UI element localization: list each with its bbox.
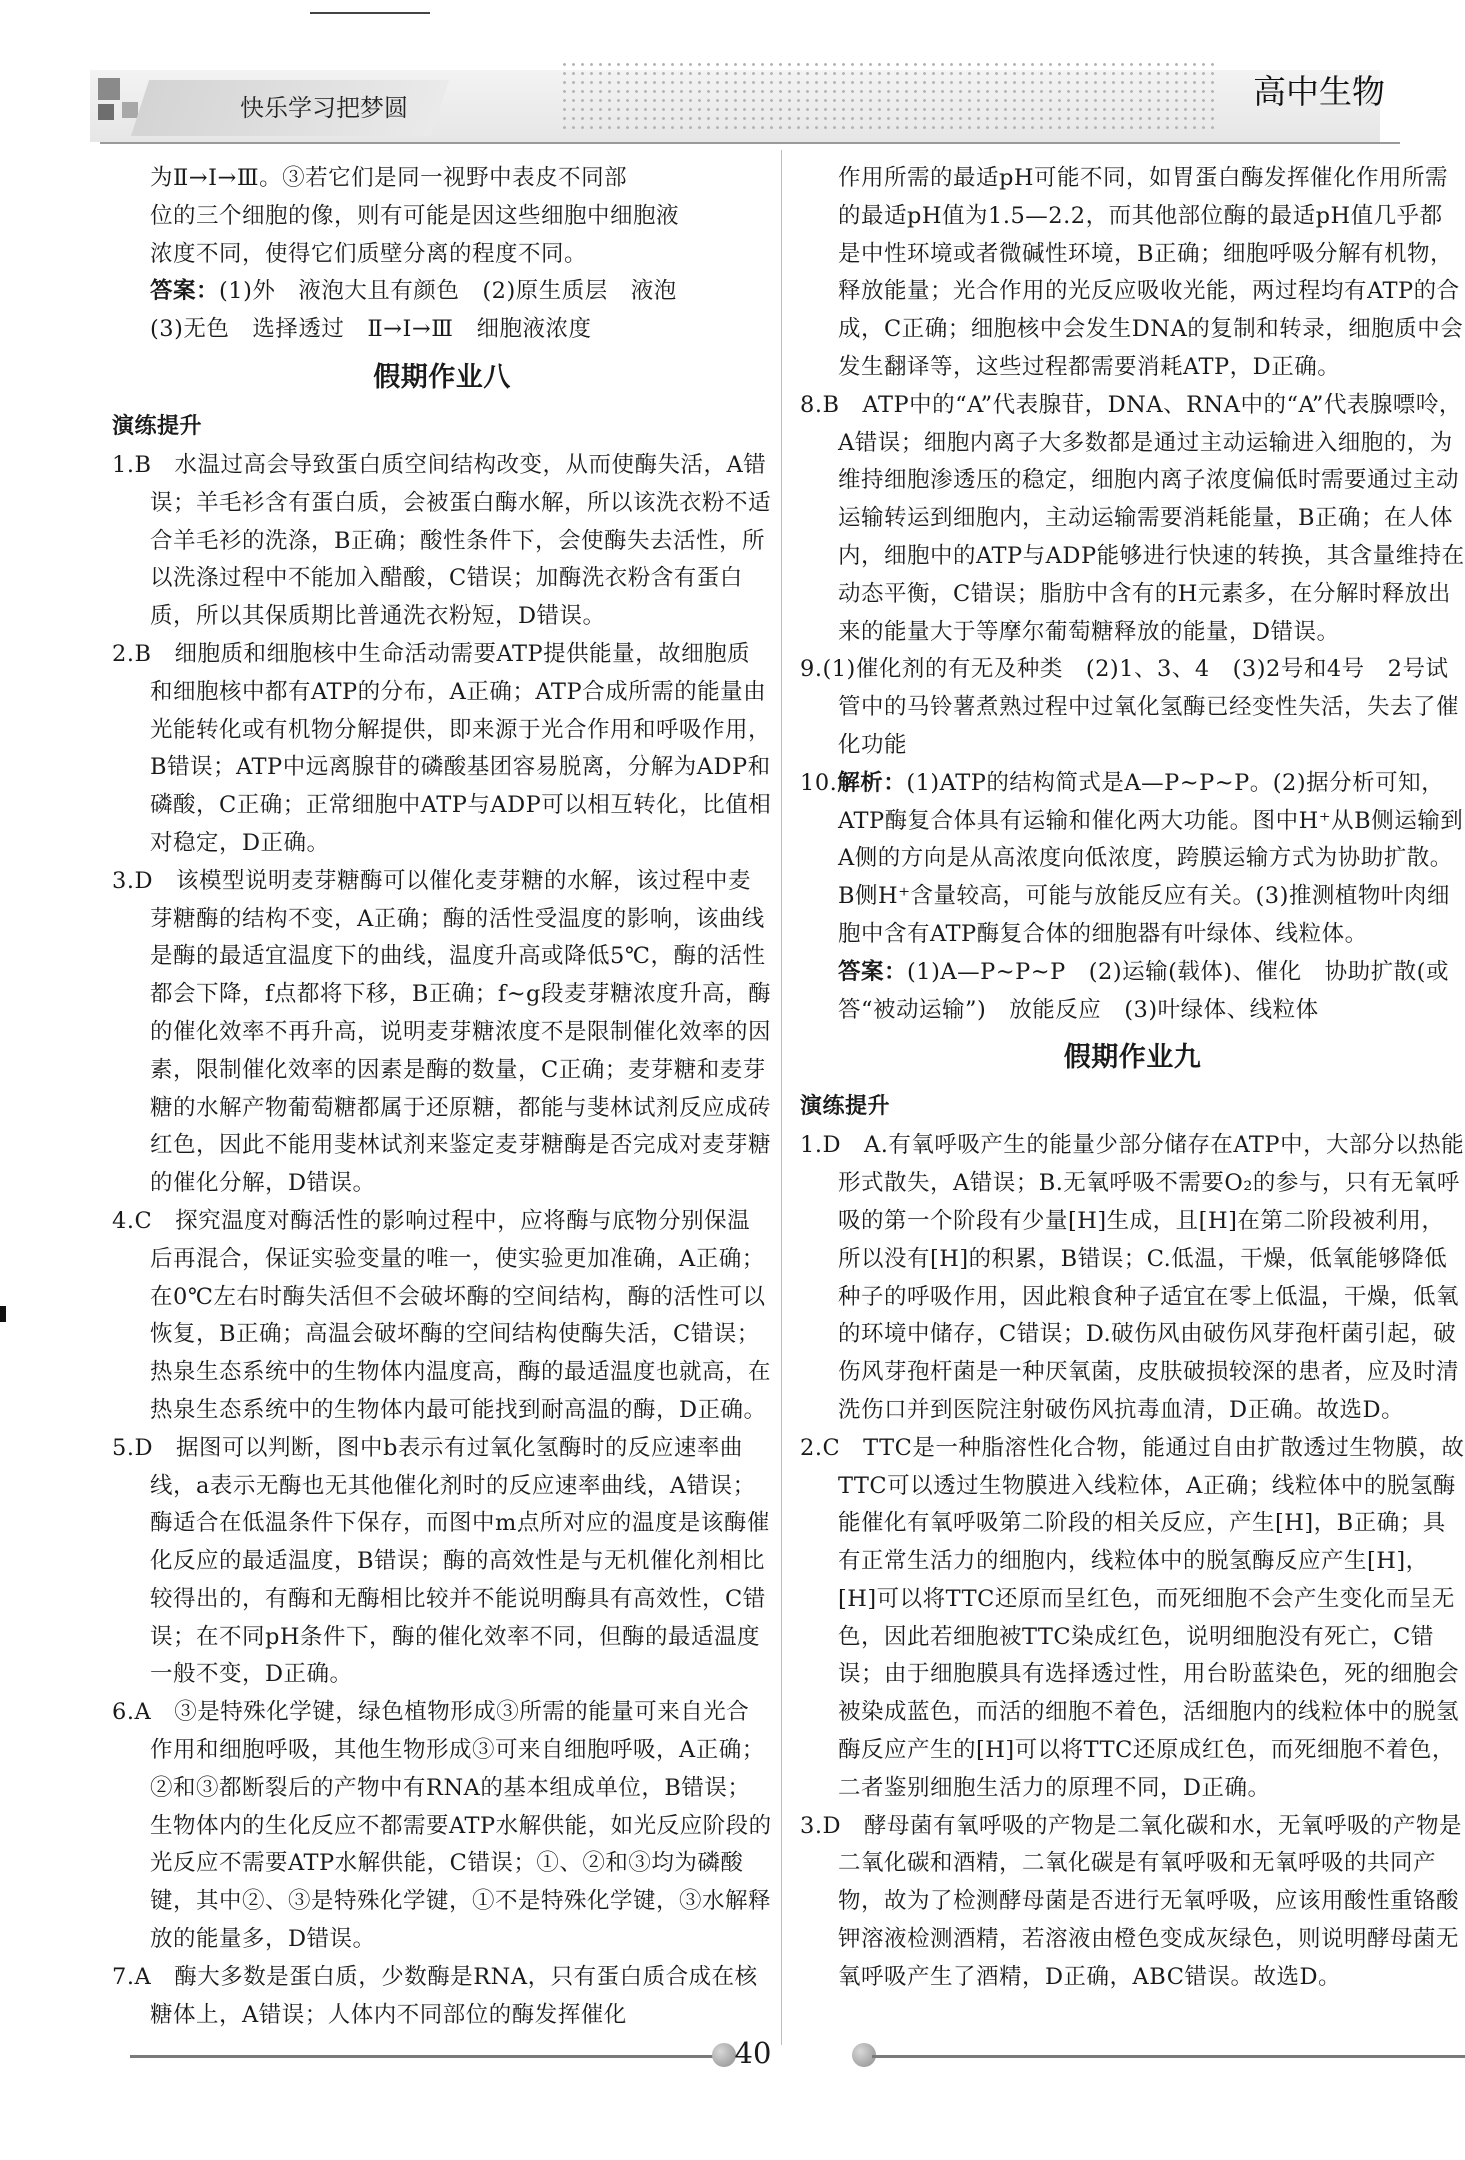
answer-item: 1.D A.有氧呼吸产生的能量少部分储存在ATP中，大部分以热能形式散失，A错误；B.无氧呼吸不需要O₂的参与，只有无氧呼吸的第一个阶段有少量[H]生成，且[H]在第二阶段被利用，所以没有[H]的积累，B错误；C.低温，干燥，低氧能够降低种子的呼吸作用，因此粮食种子适宜在零上低温，干燥，低氧的环境中储存，C错误；D.破伤风由破伤风芽孢杆菌引起，破伤风芽孢杆菌是一种厌氧菌，皮肤破损较深的患者，应及时清洗伤口并到医院注射破伤风抗毒血清，D正确。故选D。 <box>800 1132 1465 1423</box>
header-left-label: 快乐学习把梦圆 <box>240 94 408 122</box>
column-divider <box>781 150 782 2045</box>
answer-item: 9.(1)催化剂的有无及种类 (2)1、3、4 (3)2号和4号 2号试管中的马铃薯煮熟过程中过氧化氢酶已经变性失活，失去了催化功能 <box>800 656 1460 758</box>
header-dot-pattern <box>560 60 1220 130</box>
header-subject-label: 高中生物 <box>1253 72 1385 111</box>
left-column <box>112 160 772 2034</box>
analysis-label: 解析： <box>837 769 907 796</box>
continued-text-line: 浓度不同，使得它们质壁分离的程度不同。 <box>150 240 588 267</box>
answer-item: 4.C 探究温度对酶活性的影响过程中，应将酶与底物分别保温后再混合，保证实验变量的唯一，使实验更加准确，A正确；在0℃左右时酶失活但不会破坏酶的空间结构，酶的活性可以恢复，B正确；高温会破坏酶的空间结构使酶失活，C错误；热泉生态系统中的生物体内温度高，酶的最适温度也就高，在热泉生态系统中的生物体内最可能找到耐高温的酶，D正确。 <box>112 1207 772 1423</box>
answer-item-10 <box>800 765 1465 954</box>
header-rule <box>100 142 1400 144</box>
header-square-decoration <box>98 78 120 100</box>
answer-item: 5.D 据图可以判断，图中b表示有过氧化氢酶时的反应速率曲线，a表示无酶也无其他催化剂时的反应速率曲线，A错误；酶适合在低温条件下保存，而图中m点所对应的温度是该酶催化反应的最适温度，B错误；酶的高效性是与无机催化剂相比较得出的，有酶和无酶相比较并不能说明酶具有高效性，C错误；在不同pH条件下，酶的催化效率不同，但酶的最适温度一般不变，D正确。 <box>112 1434 770 1688</box>
continued-text: 作用所需的最适pH可能不同，如胃蛋白酶发挥催化作用所需的最适pH值为1.5—2.2，而其他部位酶的最适pH值几乎都是中性环境或者微碱性环境，B正确；细胞呼吸分解有机物，释放能量；光合作用的光反应吸收光能，两过程均有ATP的合成，C正确；细胞核中会发生DNA的复制和转录，细胞质中会发生翻译等，这些过程都需要消耗ATP，D正确。 <box>838 165 1464 380</box>
answer-line <box>112 273 772 311</box>
subsection-title: 演练提升 <box>112 413 203 439</box>
answer-item: 2.B 细胞质和细胞核中生命活动需要ATP提供能量，故细胞质和细胞核中都有ATP的分布，A正确；ATP合成所需的能量由光能转化或有机物分解提供，即来源于光合作用和呼吸作用，B错误；ATP中远离腺苷的磷酸基团容易脱离，分解为ADP和磷酸，C正确；正常细胞中ATP与ADP可以相互转化，比值相对稳定，D正确。 <box>112 640 772 856</box>
answer-item: 7.A 酶大多数是蛋白质，少数酶是RNA，只有蛋白质合成在核糖体上，A错误；人体内不同部位的酶发挥催化 <box>112 1963 758 2028</box>
continued-text-line: 为Ⅱ→Ⅰ→Ⅲ。③若它们是同一视野中表皮不同部 <box>150 165 628 191</box>
header-square-decoration <box>122 102 138 118</box>
answer-text: (1)A—P~P~P (2)运输(载体)、催化 协助扩散(或答“被动运输”) 放能反应 (3)叶绿体、线粒体 <box>838 958 1449 1023</box>
analysis-text: (1)ATP的结构简式是A—P~P~P。(2)据分析可知，ATP酶复合体具有运输和催化两大功能。图中H⁺从B侧运输到A侧的方向是从高浓度向低浓度，跨膜运输方式为协助扩散。B侧H⁺含量较高，可能与放能反应有关。(3)推测植物叶肉细胞中含有ATP酶复合体的细胞器有叶绿体、线粒体。 <box>838 769 1464 947</box>
right-column <box>800 160 1465 1997</box>
footer-rule-right <box>872 2055 1465 2058</box>
answer-item: 3.D 酵母菌有氧呼吸的产物是二氧化碳和水，无氧呼吸的产物是二氧化碳和酒精，二氧化碳是有氧呼吸和无氧呼吸的共同产物，故为了检测酵母菌是否进行无氧呼吸，应该用酸性重铬酸钾溶液检测酒精，若溶液由橙色变成灰绿色，则说明酵母菌无氧呼吸产生了酒精，D正确，ABC错误。故选D。 <box>800 1812 1463 1990</box>
answer-item: 3.D 该模型说明麦芽糖酶可以催化麦芽糖的水解，该过程中麦芽糖酶的结构不变，A正确；酶的活性受温度的影响，该曲线是酶的最适宜温度下的曲线，温度升高或降低5℃，酶的活性都会下降，f点都将下移，B正确；f~g段麦芽糖浓度升高，酶的催化效率不再升高，说明麦芽糖浓度不是限制催化效率的因素，限制催化效率的因素是酶的数量，C正确；麦芽糖和麦芽糖的水解产物葡萄糖都属于还原糖，都能与斐林试剂反应成砖红色，因此不能用斐林试剂来鉴定麦芽糖酶是否完成对麦芽糖的催化分解，D错误。 <box>112 867 772 1197</box>
header-square-decoration <box>98 104 114 120</box>
answer-label: 答案： <box>838 958 908 985</box>
subsection-title: 演练提升 <box>800 1094 891 1120</box>
footer-rule-left <box>130 2055 715 2058</box>
answer-item: 2.C TTC是一种脂溶性化合物，能通过自由扩散透过生物膜，故TTC可以透过生物膜进入线粒体，A正确；线粒体中的脱氢酶能催化有氧呼吸第二阶段的相关反应，产生[H]，B正确；具有正常生活力的细胞内，线粒体中的脱氢酶反应产生[H]，[H]可以将TTC还原而呈红色，而死细胞不会产生变化而呈无色，因此若细胞被TTC染成红色，说明细胞没有死亡，C错误；由于细胞膜具有选择透过性，用台盼蓝染色，死的细胞会被染成蓝色，而活的细胞不着色，活细胞内的线粒体中的脱氢酶反应产生的[H]可以将TTC还原成红色，而死细胞不着色，二者鉴别细胞生活力的原理不同，D正确。 <box>800 1434 1465 1801</box>
answer-label: 答案： <box>150 278 220 305</box>
section-title-8: 假期作业八 <box>373 361 511 393</box>
page-number: 40 <box>734 2036 772 2070</box>
answer-text: (1)外 液泡大且有颜色 (2)原生质层 液泡 <box>219 278 677 305</box>
answer-item: 6.A ③是特殊化学键，绿色植物形成③所需的能量可来自光合作用和细胞呼吸，其他生物形成③可来自细胞呼吸，A正确；②和③都断裂后的产物中有RNA的基本组成单位，B错误；生物体内的生化反应不都需要ATP水解供能，如光反应阶段的光反应不需要ATP水解供能，C错误；①、②和③均为磷酸键，其中②、③是特殊化学键，①不是特殊化学键，③水解释放的能量多，D错误。 <box>112 1699 772 1953</box>
answer-line-2: (3)无色 选择透过 Ⅱ→Ⅰ→Ⅲ 细胞液浓度 <box>150 316 592 343</box>
edge-scan-mark <box>0 1306 6 1322</box>
answer-item: 8.B ATP中的“A”代表腺苷，DNA、RNA中的“A”代表腺嘌呤，A错误；细胞内离子大多数都是通过主动运输进入细胞的，为维持细胞渗透压的稳定，细胞内离子浓度偏低时需要通过主动运输转运到细胞内，主动运输需要消耗能量，B正确；在人体内，细胞中的ATP与ADP能够进行快速的转换，其含量维持在动态平衡，C错误；脂肪中含有的H元素多，在分解时释放出来的能量大于等摩尔葡萄糖释放的能量，D错误。 <box>800 391 1465 645</box>
item-number: 10. <box>800 769 838 796</box>
continued-text-line: 位的三个细胞的像，则有可能是因这些细胞中细胞液 <box>150 202 680 229</box>
answer-10 <box>800 954 1465 1030</box>
answer-item: 1.B 水温过高会导致蛋白质空间结构改变，从而使酶失活，A错误；羊毛衫含有蛋白质，会被蛋白酶水解，所以该洗衣粉不适合羊毛衫的洗涤，B正确；酸性条件下，会使酶失去活性，所以洗涤过程中不能加入醋酸，C错误；加酶洗衣粉含有蛋白质，所以其保质期比普通洗衣粉短，D错误。 <box>112 451 772 630</box>
top-scan-mark <box>310 12 430 14</box>
section-title-9: 假期作业九 <box>1063 1042 1202 1074</box>
